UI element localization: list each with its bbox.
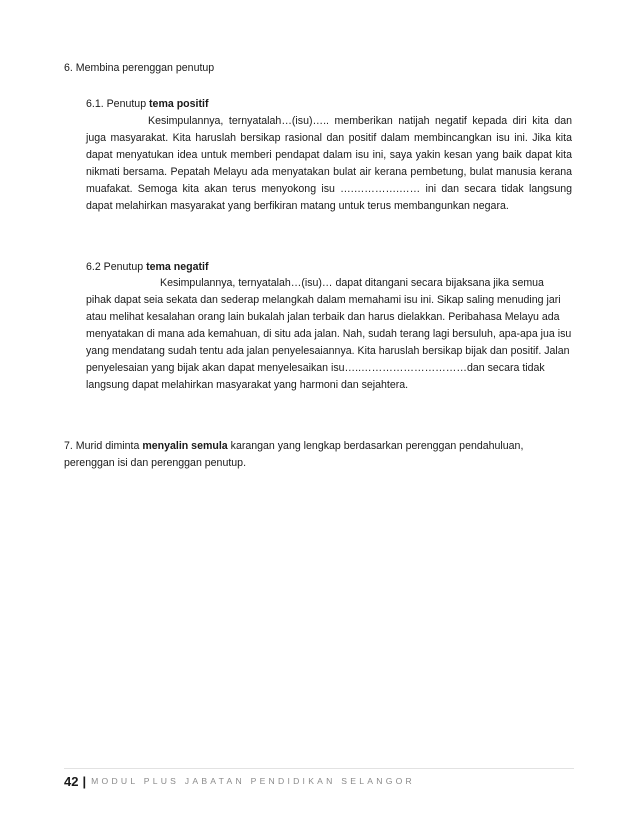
footer-divider: [64, 768, 574, 769]
section-6-heading: 6. Membina perenggan penutup: [64, 62, 215, 74]
section-6-2-prefix: 6.2 Penutup: [86, 261, 147, 273]
footer-separator: |: [82, 773, 87, 789]
section-6-1-bold-label: tema positif: [149, 98, 209, 110]
section-7-bold-label: menyalin semula: [142, 440, 228, 452]
section-7-suffix: karangan yang lengkap berdasarkan perenggan pendahuluan, perenggan isi dan perenggan penutup.: [64, 440, 524, 469]
footer-publisher-text: MODUL PLUS JABATAN PENDIDIKAN SELANGOR: [91, 776, 416, 786]
section-7-instruction: [64, 438, 574, 472]
section-6-2-heading: [86, 259, 209, 276]
section-6-2-bold-label: tema negatif: [146, 261, 209, 273]
section-6-1-prefix: 6.1. Penutup: [86, 98, 150, 110]
section-6-2-paragraph: Kesimpulannya, ternyatalah…(isu)… dapat ditangani secara bijaksana jika semua pihak dapat seia sekata dan sederap melangkah dalam memahami isu ini. Sikap saling menuding jari atau melihat kesalahan orang lain bukalah jalan terbaik dan harus dielakkan. Peribahasa Melayu ada menyatakan di mana ada kemahuan, di situ ada jalan. Nah, sudah terang lagi bersuluh, apa-apa jua isu yang mendatang sudah tentu ada jalan penyelesaiannya. Kita haruslah bersikap bijak dan positif. Jalan penyelesaian yang bijak akan dapat menyelesaikan isu…..…………………………dan secara tidak langsung dapat melahirkan masyarakat yang harmoni dan sejahtera.: [86, 277, 572, 391]
page-number: 42: [64, 773, 79, 789]
section-7-prefix: 7. Murid diminta: [64, 440, 143, 452]
section-6-1-heading: [86, 96, 208, 113]
page-footer: [64, 773, 415, 789]
section-6-1-paragraph: Kesimpulannya, ternyatalah…(isu)….. memberikan natijah negatif kepada diri kita dan juga masyarakat. Kita haruslah bersikap rasional dan positif dalam membincangkan isu ini. Jika kita dapat menyatukan idea untuk memberi pendapat dalam isu ini, saya yakin kesan yang baik dapat kita nikmati bersama. Pepatah Melayu ada menyatakan bulat air kerana pembetung, bulat manusia kerana muafakat. Semoga kita akan terus menyokong isu ….………….…… ini dan secara tidak langsung dapat melahirkan masyarakat yang berfikiran matang untuk terus membangunkan negara.: [86, 115, 572, 212]
